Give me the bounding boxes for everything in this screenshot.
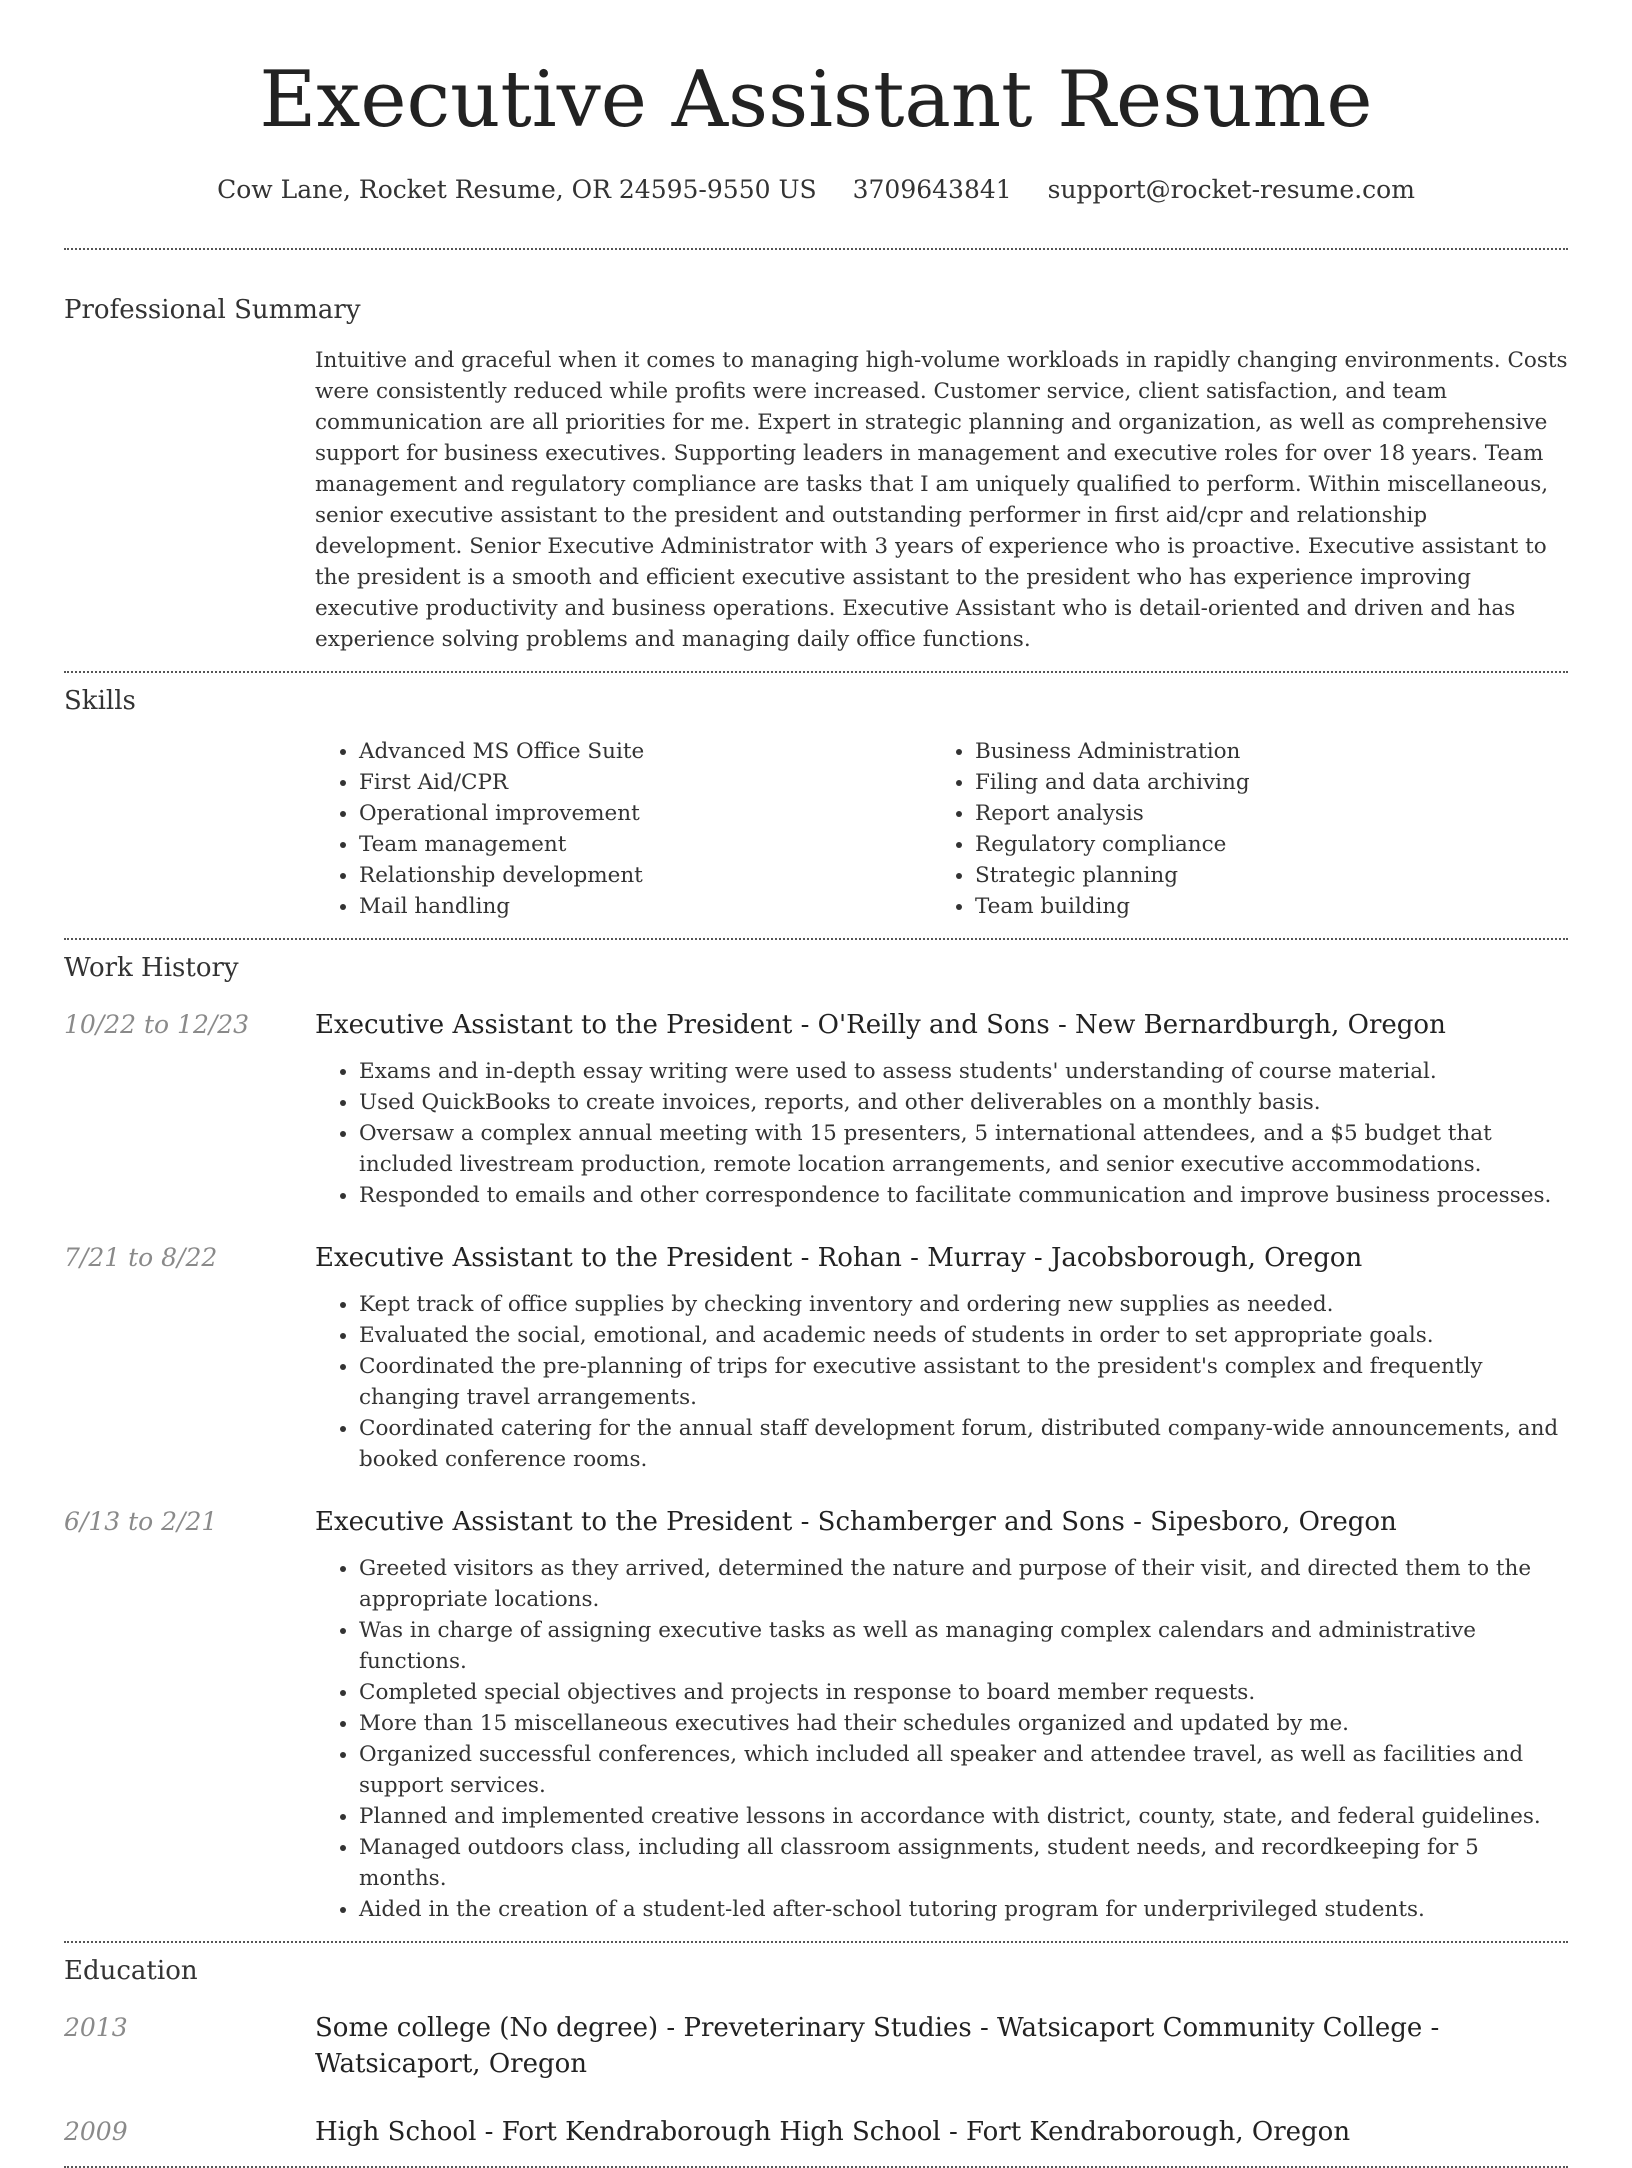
job-header <box>64 1504 1568 1540</box>
education-entry <box>64 2010 1568 2082</box>
job-header <box>64 1007 1568 1043</box>
job-title: Executive Assistant to the President - O'Reilly and Sons - New Bernardburgh, Oregon <box>315 1010 1446 1040</box>
skill-item: • Advanced MS Office Suite <box>359 736 931 767</box>
job-entry <box>64 1240 1568 1475</box>
job-bullet: • More than 15 miscellaneous executives had their schedules organized and updated by me. <box>359 1708 1568 1739</box>
job-bullets <box>315 1553 1568 1925</box>
job-bullet: • Oversaw a complex annual meeting with 15 presenters, 5 international attendees, and a $5 budget that included livestream production, remote location arrangements, and senior executive accommodations. <box>359 1118 1568 1180</box>
job-bullet: • Aided in the creation of a student-led after-school tutoring program for underprivileged students. <box>359 1894 1568 1925</box>
education-entry <box>64 2114 1568 2150</box>
education-title: High School - Fort Kendraborough High School - Fort Kendraborough, Oregon <box>315 2117 1351 2147</box>
job-entry <box>64 1007 1568 1211</box>
skill-item: • First Aid/CPR <box>359 767 931 798</box>
education-date: 2013 <box>64 2013 128 2042</box>
job-bullet: • Evaluated the social, emotional, and academic needs of students in order to set appropriate goals. <box>359 1320 1568 1351</box>
section-title-summary: Professional Summary <box>64 295 361 325</box>
skill-item: • Strategic planning <box>975 860 1547 891</box>
contact-address: Cow Lane, Rocket Resume, OR 24595-9550 US <box>217 175 817 204</box>
section-title-education: Education <box>64 1956 198 1986</box>
skill-item: • Relationship development <box>359 860 931 891</box>
skills-list <box>315 736 1568 922</box>
divider <box>64 1941 1568 1943</box>
job-bullet: • Completed special objectives and projects in response to board member requests. <box>359 1677 1568 1708</box>
skill-item: • Regulatory compliance <box>975 829 1547 860</box>
skill-item: • Team building <box>975 891 1547 922</box>
skill-item: • Report analysis <box>975 798 1547 829</box>
job-date: 7/21 to 8/22 <box>64 1243 218 1272</box>
job-bullet: • Responded to emails and other correspondence to facilitate communication and improve business processes. <box>359 1180 1568 1211</box>
job-date: 10/22 to 12/23 <box>64 1010 250 1039</box>
contact-line <box>64 172 1568 208</box>
skills-column-right <box>931 736 1547 922</box>
job-date: 6/13 to 2/21 <box>64 1507 218 1536</box>
divider <box>64 938 1568 940</box>
contact-email: support@rocket-resume.com <box>1047 175 1415 204</box>
job-bullet: • Used QuickBooks to create invoices, reports, and other deliverables on a monthly basis. <box>359 1087 1568 1118</box>
contact-phone: 3709643841 <box>852 175 1012 204</box>
job-bullet: • Was in charge of assigning executive tasks as well as managing complex calendars and administrative functions. <box>359 1615 1568 1677</box>
summary-section <box>315 345 1568 655</box>
divider <box>64 671 1568 673</box>
job-entry <box>64 1504 1568 1925</box>
page-title: Executive Assistant Resume <box>259 55 1373 145</box>
skill-item: • Team management <box>359 829 931 860</box>
job-bullet: • Planned and implemented creative lessons in accordance with district, county, state, and federal guidelines. <box>359 1801 1568 1832</box>
job-bullet: • Greeted visitors as they arrived, determined the nature and purpose of their visit, and directed them to the appropriate locations. <box>359 1553 1568 1615</box>
skill-item: • Mail handling <box>359 891 931 922</box>
job-bullets <box>315 1056 1568 1211</box>
section-title-work: Work History <box>64 953 239 983</box>
skill-item: • Filing and data archiving <box>975 767 1547 798</box>
job-bullet: • Kept track of office supplies by checking inventory and ordering new supplies as needed. <box>359 1289 1568 1320</box>
job-bullet: • Organized successful conferences, which included all speaker and attendee travel, as well as facilities and support services. <box>359 1739 1568 1801</box>
job-header <box>64 1240 1568 1276</box>
job-title: Executive Assistant to the President - Rohan - Murray - Jacobsborough, Oregon <box>315 1243 1363 1273</box>
job-bullet: • Coordinated catering for the annual staff development forum, distributed company-wide announcements, and booked conference rooms. <box>359 1413 1568 1475</box>
job-bullets <box>315 1289 1568 1475</box>
job-bullet: • Exams and in-depth essay writing were used to assess students' understanding of course material. <box>359 1056 1568 1087</box>
job-bullet: • Managed outdoors class, including all classroom assignments, student needs, and recordkeeping for 5 months. <box>359 1832 1568 1894</box>
job-title: Executive Assistant to the President - Schamberger and Sons - Sipesboro, Oregon <box>315 1507 1397 1537</box>
summary-text: Intuitive and graceful when it comes to managing high-volume workloads in rapidly changing environments. Costs were consistently reduced while profits were increased. Customer service, client satisfaction, and team communication are all priorities for me. Expert in strategic planning and organization, as well as comprehensive support for business executives. Supporting leaders in management and executive roles for over 18 years. Team management and regulatory compliance are tasks that I am uniquely qualified to perform. Within miscellaneous, senior executive assistant to the president and outstanding performer in first aid/cpr and relationship development. Senior Executive Administrator with 3 years of experience who is proactive. Executive assistant to the president is a smooth and efficient executive assistant to the president who has experience improving executive productivity and business operations. Executive Assistant who is detail-oriented and driven and has experience solving problems and managing daily office functions. <box>315 348 1568 652</box>
skill-item: • Business Administration <box>975 736 1547 767</box>
job-bullet: • Coordinated the pre-planning of trips for executive assistant to the president's complex and frequently changing travel arrangements. <box>359 1351 1568 1413</box>
section-title-skills: Skills <box>64 686 136 716</box>
skill-item: • Operational improvement <box>359 798 931 829</box>
skills-column-left <box>315 736 931 922</box>
education-title: Some college (No degree) - Preveterinary Studies - Watsicaport Community College - Watsicaport, Oregon <box>315 2013 1440 2079</box>
divider <box>64 248 1568 250</box>
education-date: 2009 <box>64 2117 128 2146</box>
